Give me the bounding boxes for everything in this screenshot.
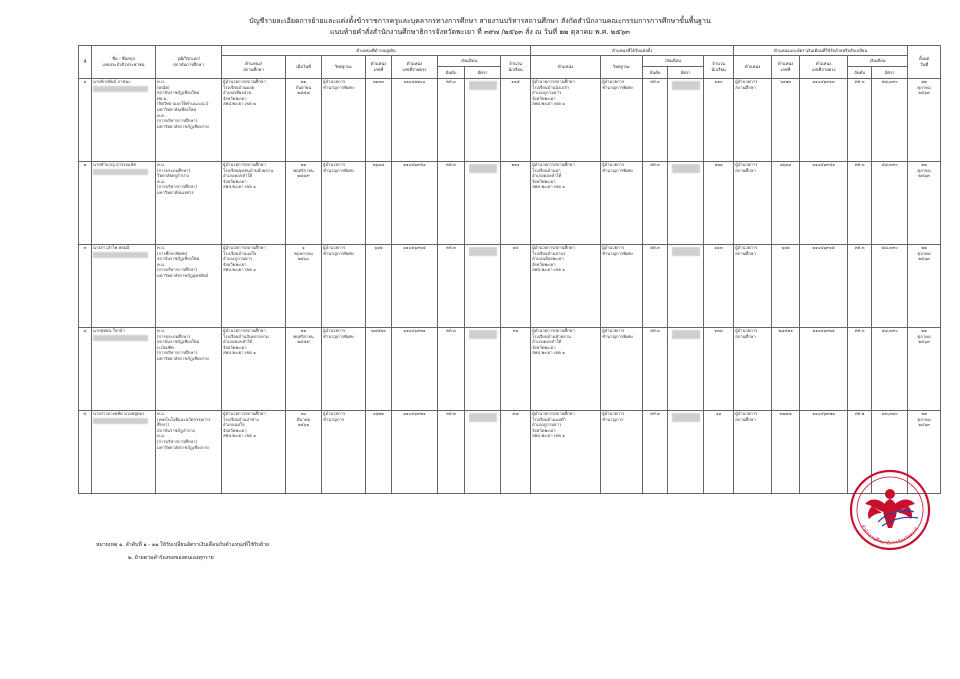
official-seal <box>848 468 932 552</box>
cell-effective-date: ๒๒ ตุลาคม ๒๕๖๓ <box>908 328 941 411</box>
cell-move-position-direct: ๑๑๐๔๖๙๒๑ <box>800 328 848 411</box>
cell-effective-date: ๒๒ ตุลาคม ๒๕๖๓ <box>908 245 941 328</box>
table-row <box>79 79 941 162</box>
cell-new-rate <box>668 162 704 245</box>
cell-move-position-number: ๒๖๑๘ <box>772 162 800 245</box>
cell-move-position: ผู้อำนวยการ สถานศึกษา <box>734 79 772 162</box>
cell-name <box>92 79 156 162</box>
col-degree: วุฒิ/วิชาเอก/ สถาบันการศึกษา <box>156 46 222 79</box>
cell-current-position-direct: ๑๑๐๔๑๒๐๐ <box>392 79 438 162</box>
cell-move-position: ผู้อำนวยการ สถานศึกษา <box>734 162 772 245</box>
cell-name <box>92 411 156 494</box>
col-effective-date: ตั้งแต่ วันที่ <box>908 46 941 79</box>
person-name: นายจักรพันธ์ ภาชนะ <box>93 79 131 84</box>
person-name: นางสาวดวงหทัย นวลพลูทอง <box>93 411 145 416</box>
col-new-position: ตำแหน่ง <box>531 56 601 79</box>
cell-current-rate <box>465 162 501 245</box>
cell-current-standing: ผู้อำนวยการ ชำนาญการ <box>322 411 366 494</box>
note-line-1: หมายเหตุ ๑. ลำดับที่ ๑ - ๑๑ ให้รับเปลี่ยนอัตราเงินเดือนกับตำแหน่งที่ใช้รับย้าย <box>96 542 269 548</box>
cell-move-position-direct: ๑๑๐๔๖๙๑๓ <box>800 79 848 162</box>
cell-move-rank: คศ.๓ <box>848 245 872 328</box>
redacted-id-number <box>93 252 148 258</box>
cell-new-standing: ผู้อำนวยการ ชำนาญการพิเศษ <box>601 162 643 245</box>
col-since: เมื่อวันที่ <box>286 56 322 79</box>
redacted-value <box>469 164 497 173</box>
cell-new-rate <box>668 79 704 162</box>
col-name: ชื่อ - ชื่อสกุล เลขประจำตัวประชาชน <box>92 46 156 79</box>
cell-degree: ค.บ. (การศึกษาพิเศษ) สถาบันราชภัฏเชียงใหม่ ค.ม. (การบริหารการศึกษา) มหาวิทยาลัยราชภัฏอุตรดิตถ์ <box>156 245 222 328</box>
cell-current-rate <box>465 328 501 411</box>
cell-new-rank: คศ.๓ <box>643 245 668 328</box>
cell-new-students: ๑๓๓ <box>704 328 734 411</box>
col-new-salary: เงินเดือน <box>643 56 704 67</box>
table-row <box>79 162 941 245</box>
seal-text: สำนักงานศึกษาธิการจังหวัดพะเย <box>858 523 920 547</box>
cell-current-school: ผู้อำนวยการสถานศึกษา โรงเรียนบ้านดอย อำเภอเชียงม่วน จังหวัดพะเยา สพป.พะเยา เขต ๒ <box>222 79 286 162</box>
cell-new-school: ผู้อำนวยการสถานศึกษา โรงเรียนบ้านบุ้งเกล้า อำเภอภูกามยาว จังหวัดพะเยา สพป.พะเยา เขต ๑ <box>531 79 601 162</box>
person-name: นายสุทธน ใจกล้า <box>93 328 125 333</box>
cell-current-since: ๒๑ พฤศจิกายน ๒๕๕๙ <box>286 162 322 245</box>
cell-move-rate: ๔๓,๓๔๐ <box>872 411 908 494</box>
group-new-position: ตำแหน่งที่ได้รับแต่งตั้ง <box>531 46 734 56</box>
cell-new-students: ๑๑๐ <box>704 79 734 162</box>
cell-move-rank: คศ.๒ <box>848 411 872 494</box>
redacted-value <box>469 247 497 256</box>
cell-current-position-number: ๖๑๒ <box>366 245 392 328</box>
cell-move-rate: ๕๘,๓๙๐ <box>872 162 908 245</box>
cell-move-position: ผู้อำนวยการ สถานศึกษา <box>734 411 772 494</box>
cell-current-position-number: ๑๖๒๒ <box>366 411 392 494</box>
redacted-value <box>469 413 497 422</box>
cell-new-standing: ผู้อำนวยการ ชำนาญการพิเศษ <box>601 245 643 328</box>
cell-new-rank: คศ.๒ <box>643 411 668 494</box>
order-reference: แนบท้ายคำสั่งสำนักงานศึกษาธิการจังหวัดพะเยา ที่ ๓๙๗ /๒๕๖๓ สั่ง ณ วันที่ ๒๒ ตุลาคม พ.ศ. ๒๕๖๓ <box>330 28 630 36</box>
note-line-2: ๒. ย้ายตามคำร้องขอของตนเองทุกราย <box>128 555 214 561</box>
cell-current-school: ผู้อำนวยการสถานศึกษา โรงเรียนบ้านสันทรายงาม อำเภอดอกคำใต้ จังหวัดพะเยา สพป.พะเยา เขต ๑ <box>222 328 286 411</box>
cell-move-rate: ๕๘,๓๙๐ <box>872 79 908 162</box>
cell-current-rate <box>465 411 501 494</box>
cell-degree: ค.บ. (การประถมศึกษา) สถาบันราชภัฏเชียงใหม่ บ.บัณฑิต (การบริหารการศึกษา) มหาวิทยาลัยราชภัฏเชียงราย <box>156 328 222 411</box>
group-current-position: ตำแหน่งที่ดำรงอยู่เดิม <box>222 46 531 56</box>
header-row-groups <box>79 46 941 56</box>
redacted-id-number <box>93 418 148 424</box>
cell-current-position-number: ๒๑๓๓ <box>366 79 392 162</box>
table-row <box>79 245 941 328</box>
cell-move-rate: ๕๘,๓๙๐ <box>872 328 908 411</box>
cell-move-position-direct: ๑๑๐๔๖๙๕๑ <box>800 162 848 245</box>
cell-current-standing: ผู้อำนวยการ ชำนาญการพิเศษ <box>322 79 366 162</box>
cell-new-school: ผู้อำนวยการสถานศึกษา โรงเรียนบ้านห้วยลาน อำเภอดอกคำใต้ จังหวัดพะเยา สพป.พะเยา เขต ๑ <box>531 328 601 411</box>
cell-current-since: ๑ พฤษภาคม ๒๕๖๐ <box>286 245 322 328</box>
col-move-salary: เงินเดือน <box>848 56 908 67</box>
redacted-id-number <box>93 169 148 175</box>
cell-current-school: ผู้อำนวยการสถานศึกษา โรงเรียนบ้านแม่ใจ อำเภอภูกามยาว จังหวัดพะเยา สพป.พะเยา เขต ๑ <box>222 245 286 328</box>
cell-new-students: ๑๑๓ <box>704 245 734 328</box>
cell-no: ๑ <box>79 79 92 162</box>
cell-effective-date: ๒๒ ตุลาคม ๒๕๖๓ <box>908 79 941 162</box>
cell-new-students: ๑๑ <box>704 411 734 494</box>
cell-no: ๒ <box>79 162 92 245</box>
cell-new-standing: ผู้อำนวยการ ชำนาญการพิเศษ <box>601 328 643 411</box>
cell-current-since: ๒๑ พฤศจิกายน ๒๕๕๙ <box>286 328 322 411</box>
redacted-value <box>469 81 497 90</box>
cell-new-rate <box>668 411 704 494</box>
cell-current-rank: คศ.๓ <box>438 162 465 245</box>
col-position-direct: ตำแหน่ง เลขที่จ่ายตรง <box>392 56 438 79</box>
cell-current-students: ๙๗ <box>501 411 531 494</box>
cell-name <box>92 162 156 245</box>
redacted-value <box>672 247 700 256</box>
cell-move-rank: คศ.๓ <box>848 162 872 245</box>
cell-move-position-number: ๖๑๒๒ <box>772 79 800 162</box>
table-row <box>79 328 941 411</box>
cell-move-rank: คศ.๓ <box>848 79 872 162</box>
col-rate: อัตรา <box>465 67 501 79</box>
cell-new-rate <box>668 245 704 328</box>
col-position-school: ตำแหน่ง/ สถานศึกษา <box>222 56 286 79</box>
cell-effective-date: ๒๒ ตุลาคม ๒๕๖๓ <box>908 411 941 494</box>
cell-current-standing: ผู้อำนวยการ ชำนาญการพิเศษ <box>322 328 366 411</box>
cell-move-rank: คศ.๓ <box>848 328 872 411</box>
col-salary: เงินเดือน <box>438 56 501 67</box>
cell-current-rank: คศ.๒ <box>438 411 465 494</box>
cell-move-position-number: ๓๗๔๒ <box>772 411 800 494</box>
transfer-table <box>78 45 941 494</box>
col-students: จำนวน นักเรียน <box>501 56 531 79</box>
redacted-value <box>672 164 700 173</box>
cell-current-school: ผู้อำนวยการสถานศึกษา โรงเรียนชุมชนบ้านห้วยลาน อำเภอดอกคำใต้ จังหวัดพะเยา สพป.พะเยา เขต ๑ <box>222 162 286 245</box>
cell-current-position-number: ๒๖๑๘ <box>366 162 392 245</box>
cell-current-students: ๑๕ <box>501 245 531 328</box>
cell-current-standing: ผู้อำนวยการ ชำนาญการพิเศษ <box>322 245 366 328</box>
col-standing: วิทยฐานะ <box>322 56 366 79</box>
person-name: นางสาวอำไพ พรมมี <box>93 245 130 250</box>
cell-new-rank: คศ.๓ <box>643 328 668 411</box>
table-row <box>79 411 941 494</box>
cell-move-position-number: ๖๑๒ <box>772 245 800 328</box>
cell-current-position-number: ๒๘๕๒๑ <box>366 328 392 411</box>
cell-new-rank: คศ.๓ <box>643 162 668 245</box>
col-move-rank: อันดับ <box>848 67 872 79</box>
col-new-rate: อัตรา <box>668 67 704 79</box>
cell-new-school: ผู้อำนวยการสถานศึกษา โรงเรียนบ้านป่าบง อำเภอเมืองพะเยา จังหวัดพะเยา สพป.พะเยา เขต ๑ <box>531 245 601 328</box>
cell-new-standing: ผู้อำนวยการ ชำนาญการ <box>601 411 643 494</box>
cell-name <box>92 245 156 328</box>
cell-new-rate <box>668 328 704 411</box>
cell-current-students: ๒๑๑ <box>501 162 531 245</box>
redacted-value <box>672 81 700 90</box>
cell-current-school: ผู้อำนวยการสถานศึกษา โรงเรียนบ้านป่าซาง อำเภอแม่ใจ จังหวัดพะเยา สพป.พะเยา เขต ๑ <box>222 411 286 494</box>
cell-current-position-direct: ๑๑๐๔๖๙๗๑ <box>392 411 438 494</box>
cell-current-position-direct: ๑๑๐๔๖๙๕๑ <box>392 162 438 245</box>
cell-new-school: ผู้อำนวยการสถานศึกษา โรงเรียนบ้านหา อำเภอดอกคำใต้ จังหวัดพะเยา สพป.พะเยา เขต ๑ <box>531 162 601 245</box>
col-new-students: จำนวน นักเรียน <box>704 56 734 79</box>
col-move-position: ตำแหน่ง <box>734 56 772 79</box>
cell-name <box>92 328 156 411</box>
cell-current-position-direct: ๑๑๐๔๖๙๒๑ <box>392 328 438 411</box>
cell-current-rank: คศ.๓ <box>438 245 465 328</box>
cell-current-standing: ผู้อำนวยการ ชำนาญการพิเศษ <box>322 162 366 245</box>
cell-move-position-direct: ๑๑๐๔๖๙๗๑ <box>800 411 848 494</box>
cell-move-position: ผู้อำนวยการ สถานศึกษา <box>734 328 772 411</box>
cell-degree: ค.บ. (การประถมศึกษา) วิทยาลัยครูลำปาง ค.ม. (การบริหารการศึกษา) มหาวิทยาลัยนเรศวร <box>156 162 222 245</box>
document-title: บัญชีรายละเอียดการย้ายและแต่งตั้งข้าราชการครูและบุคลากรทางการศึกษา สายงานบริหารสถานศึกษา สังกัดสำนักงานคณะกรรมการการศึกษาขั้นพื้นฐาน <box>249 17 711 25</box>
cell-move-rate: ๕๘,๓๙๐ <box>872 245 908 328</box>
col-position-number: ตำแหน่ง เลขที่ <box>366 56 392 79</box>
cell-move-position-direct: ๑๑๐๔๖๙๑๕ <box>800 245 848 328</box>
redacted-id-number <box>93 86 148 92</box>
cell-current-rank: คศ.๓ <box>438 328 465 411</box>
cell-current-position-direct: ๑๑๐๔๖๙๑๕ <box>392 245 438 328</box>
cell-new-students: ๑๒๑ <box>704 162 734 245</box>
group-transfer-position: ตำแหน่งและอัตราเงินเดือนที่ใช้รับย้ายหรือสับเปลี่ยน <box>734 46 908 56</box>
person-name: นายชำนาญ สุวรรณเลิศ <box>93 162 136 167</box>
cell-no: ๕ <box>79 411 92 494</box>
redacted-id-number <box>93 335 148 341</box>
cell-no: ๔ <box>79 328 92 411</box>
cell-current-since: ๒๑ กันยายน ๒๕๕๗ <box>286 79 322 162</box>
redacted-value <box>672 413 700 422</box>
redacted-value <box>672 330 700 339</box>
cell-current-rate <box>465 245 501 328</box>
col-new-rank: อันดับ <box>643 67 668 79</box>
col-no: ที่ <box>79 46 92 79</box>
cell-degree: ค.บ. (เทคโนโลยีและนวัตกรรมการศึกษา) สถาบันราชภัฏลำปาง ค.ม. (การบริหารการศึกษา) มหาวิทยาลัยราชภัฏเชียงราย <box>156 411 222 494</box>
cell-current-students: ๙๑ <box>501 328 531 411</box>
cell-move-position: ผู้อำนวยการ สถานศึกษา <box>734 245 772 328</box>
cell-current-since: ๒๐ มีนาคม ๒๕๖๑ <box>286 411 322 494</box>
cell-new-rank: คศ.๓ <box>643 79 668 162</box>
cell-no: ๓ <box>79 245 92 328</box>
cell-new-standing: ผู้อำนวยการ ชำนาญการพิเศษ <box>601 79 643 162</box>
cell-new-school: ผู้อำนวยการสถานศึกษา โรงเรียนบ้านแม่ต๋ำ อำเภอภูกามยาว จังหวัดพะเยา สพป.พะเยา เขต ๑ <box>531 411 601 494</box>
col-move-rate: อัตรา <box>872 67 908 79</box>
cell-current-rate <box>465 79 501 162</box>
col-new-standing: วิทยฐานะ <box>601 56 643 79</box>
cell-current-students: ๑๑๕ <box>501 79 531 162</box>
cell-current-rank: คศ.๓ <box>438 79 465 162</box>
col-move-position-number: ตำแหน่ง เลขที่ <box>772 56 800 79</box>
cell-effective-date: ๒๒ ตุลาคม ๒๕๖๓ <box>908 162 941 245</box>
table-body <box>79 79 941 494</box>
col-move-position-direct: ตำแหน่ง เลขที่จ่ายตรง <box>800 56 848 79</box>
redacted-value <box>469 330 497 339</box>
cell-degree: ค.บ. (คณิต) สถาบันราชภัฏเชียงใหม่ ศษ.ม. (จิตวิทยาและให้คำแนะแนว) มหาวิทยาลัยเชียงใหม่ ค.ด. (การบริหารการศึกษา) มหาวิทยาลัยราชภัฏเชียงราย <box>156 79 222 162</box>
cell-move-position-number: ๒๘๕๒๑ <box>772 328 800 411</box>
col-rank: อันดับ <box>438 67 465 79</box>
